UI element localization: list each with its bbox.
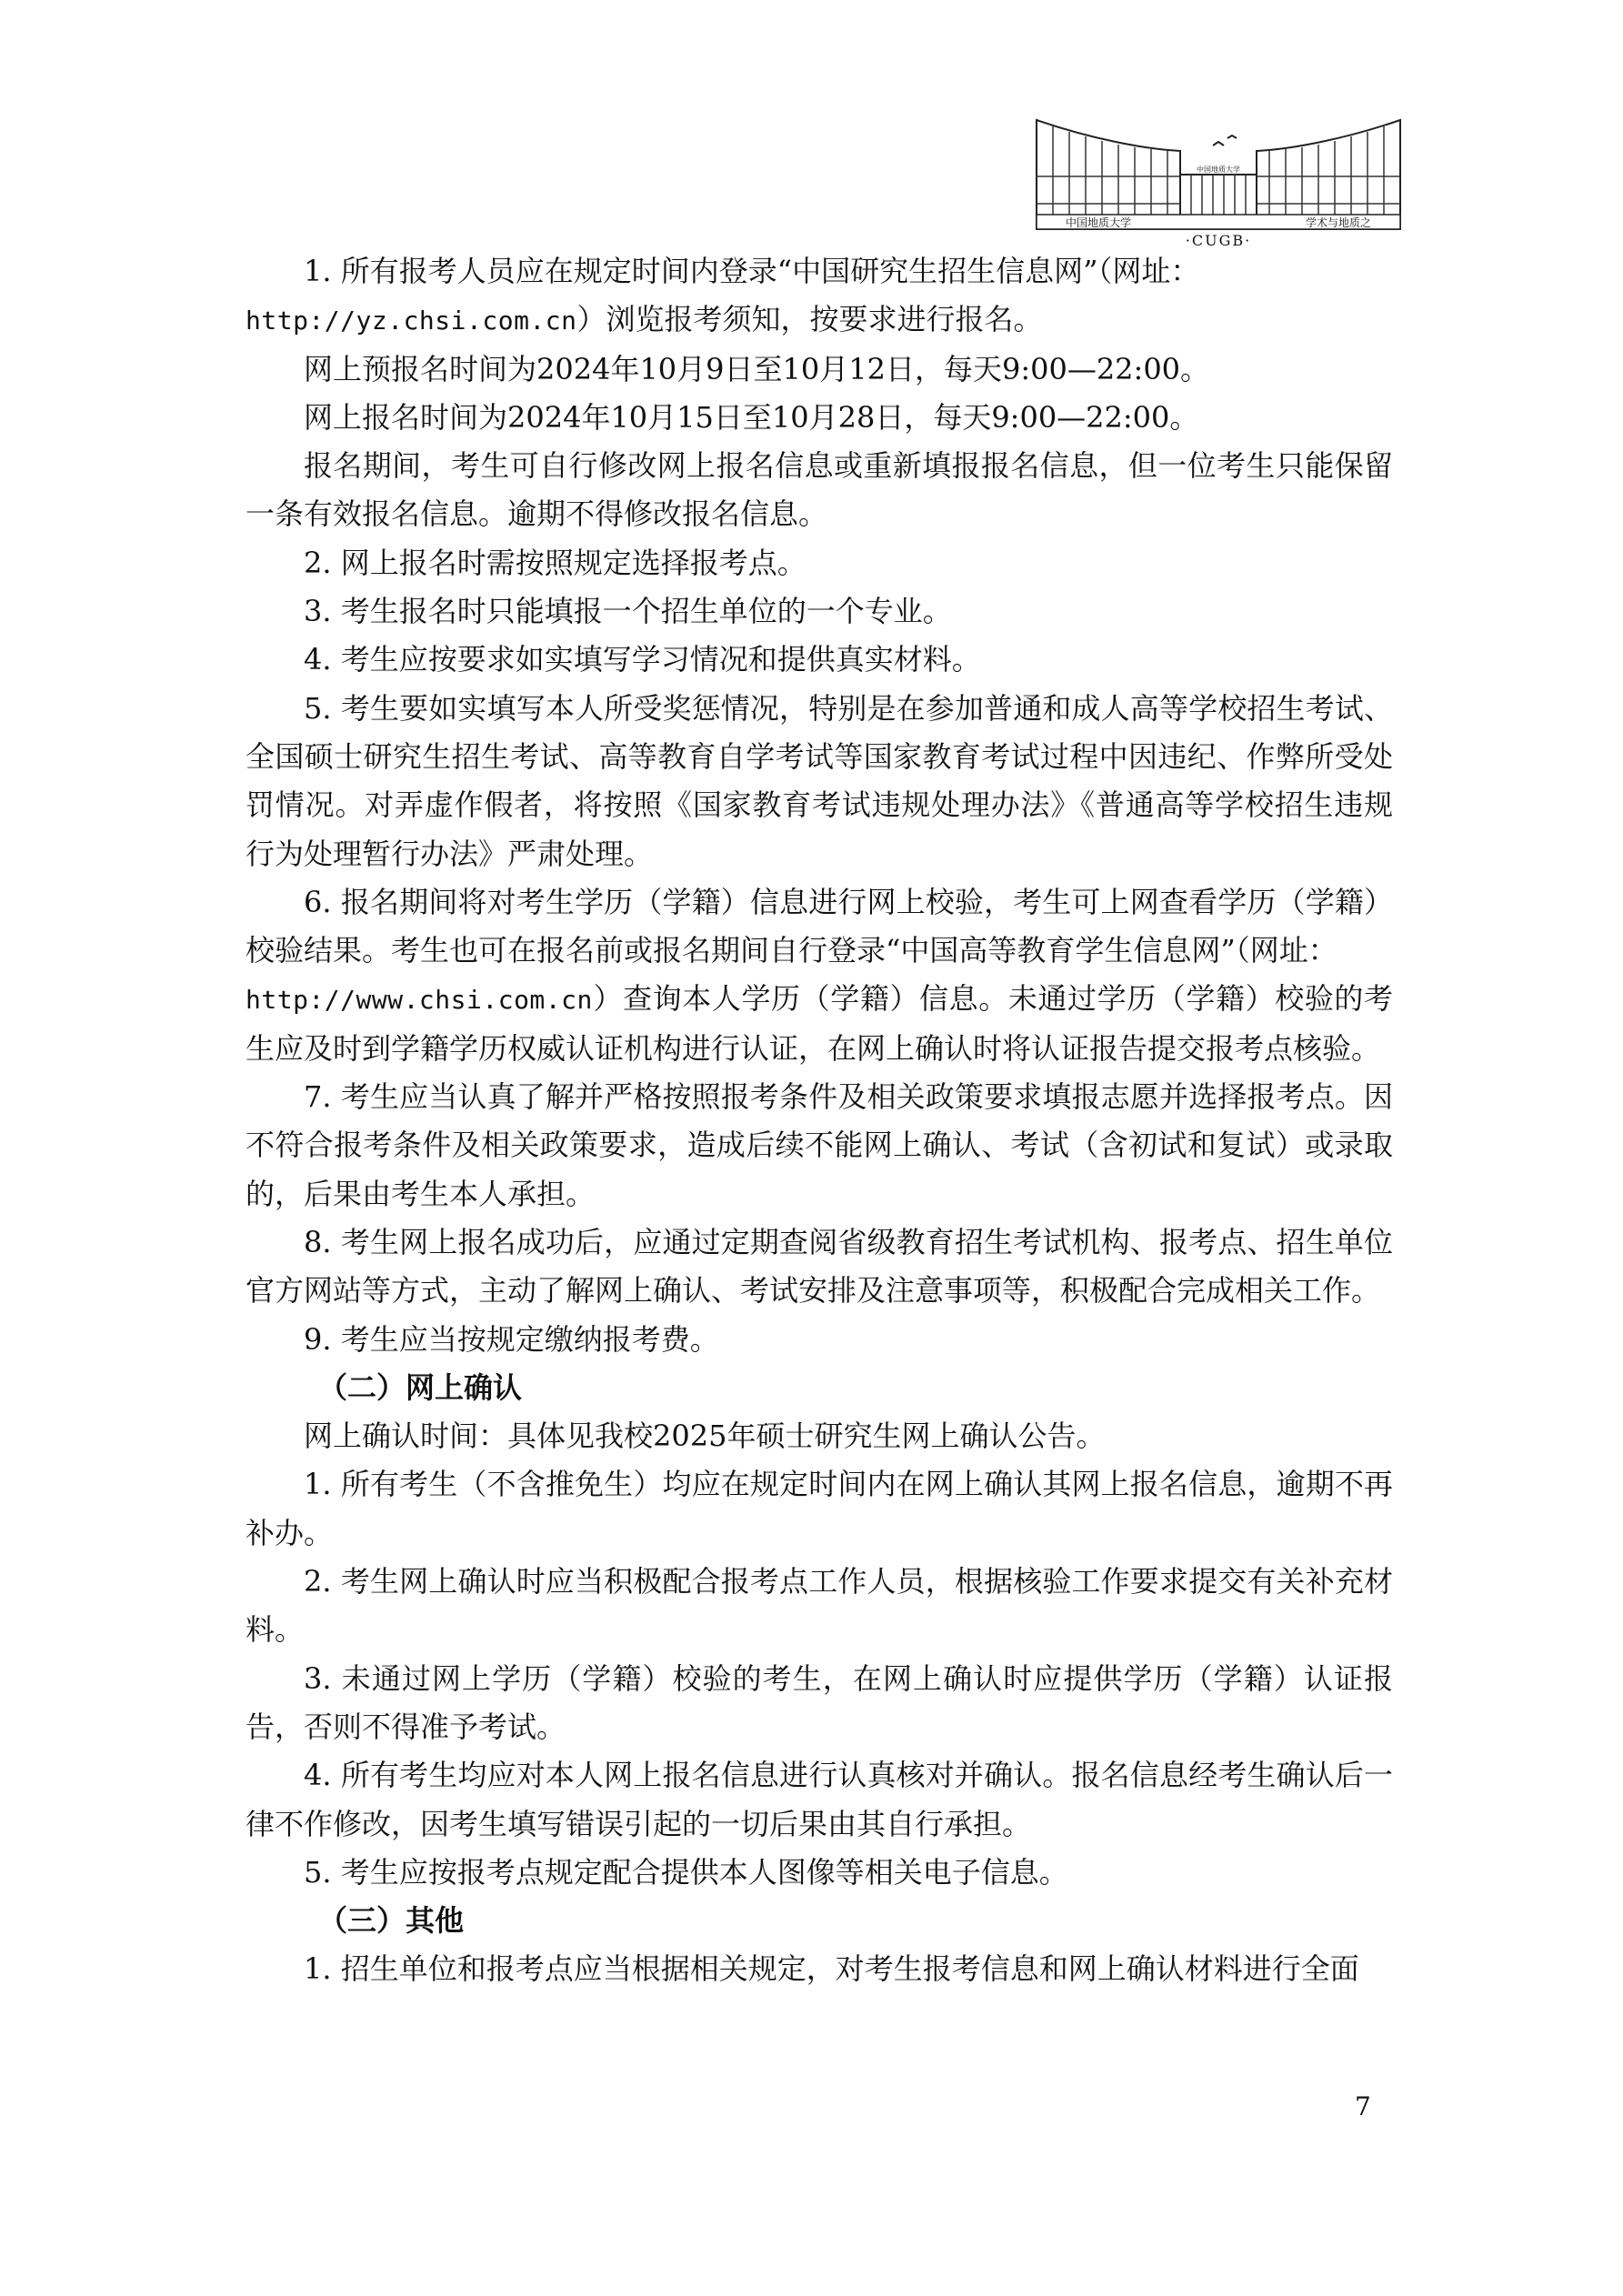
- section-online-confirmation-heading: （二）网上确认: [318, 1369, 523, 1405]
- confirmation-item-4: 4. 所有考生均应对本人网上报名信息进行认真核对并确认。报名信息经考生确认后一律不作修改，因考生填写错误引起的一切后果由其自行承担。: [245, 1758, 1393, 1841]
- confirmation-item-2: 2. 考生网上确认时应当积极配合报考点工作人员，根据核验工作要求提交有关补充材料。: [245, 1564, 1393, 1648]
- item-7-paragraph: 7. 考生应当认真了解并严格按照报考条件及相关政策要求填报志愿并选择报考点。因不符合报考条件及相关政策要求，造成后续不能网上确认、考试（含初试和复试）或录取的，后果由考生本人承担。: [245, 1079, 1393, 1211]
- item-6-paragraph: [245, 878, 1393, 1073]
- logo-caption: ·CUGB·: [1185, 232, 1252, 249]
- confirmation-item-3: 3. 未通过网上学历（学籍）校验的考生，在网上确认时应提供学历（学籍）认证报告，否则不得准予考试。: [245, 1660, 1393, 1744]
- building-illustration-icon: [1035, 113, 1402, 249]
- document-body: [245, 247, 1393, 1994]
- logo-right-text: 学术与地质之: [1305, 216, 1372, 229]
- item-1-rest: ）浏览报考须知，按要求进行报名。: [576, 302, 1043, 337]
- other-item-1: 1. 招生单位和报考点应当根据相关规定，对考生报考信息和网上确认材料进行全面: [304, 1951, 1359, 1987]
- item-4-paragraph: 4. 考生应按要求如实填写学习情况和提供真实材料。: [304, 642, 981, 677]
- item-5-paragraph: 5. 考生要如实填写本人所受奖惩情况，特别是在参加普通和成人高等学校招生考试、全国硕士研究生招生考试、高等教育自学考试等国家教育考试过程中因违纪、作弊所受处罚情况。对弄虚作假者，将按照《国家教育考试违规处理办法》《普通高等学校招生违规行为处理暂行办法》严肃处理。: [245, 690, 1393, 871]
- item-3-paragraph: 3. 考生报名时只能填报一个招生单位的一个专业。: [304, 594, 952, 629]
- item-9-paragraph: 9. 考生应当按规定缴纳报考费。: [304, 1321, 719, 1357]
- item-1-text: 1. 所有报考人员应在规定时间内登录“中国研究生招生信息网”（网址：: [304, 254, 1200, 288]
- page-number: 7: [1355, 2091, 1371, 2121]
- university-logo: [1035, 113, 1402, 249]
- item-1-paragraph: [245, 247, 1393, 346]
- item-6-text: 6. 报名期间将对考生学历（学籍）信息进行网上校验，考生可上网查看学历（学籍）校验结果。考生也可在报名前或报名期间自行登录“中国高等教育学生信息网”（网址：: [245, 884, 1393, 968]
- logo-left-text: 中国地质大学: [1065, 216, 1132, 229]
- section-other-heading: （三）其他: [318, 1903, 465, 1939]
- item-2-paragraph: 2. 网上报名时需按照规定选择报考点。: [304, 545, 806, 580]
- registration-paragraph: 网上报名时间为2024年10月15日至10月28日，每天9:00—22:00。: [304, 399, 1199, 435]
- pre-registration-paragraph: 网上预报名时间为2024年10月9日至10月12日，每天9:00—22:00。: [304, 351, 1210, 386]
- chsi-yz-link[interactable]: http://yz.chsi.com.cn: [245, 306, 577, 336]
- chsi-www-link[interactable]: http://www.chsi.com.cn: [245, 985, 593, 1016]
- modify-note-paragraph: 报名期间，考生可自行修改网上报名信息或重新填报报名信息，但一位考生只能保留一条有效报名信息。逾期不得修改报名信息。: [245, 448, 1393, 532]
- item-6-rest: ）查询本人学历（学籍）信息。未通过学历（学籍）校验的考生应及时到学籍学历权威认证机构进行认证，在网上确认时将认证报告提交报考点核验。: [245, 981, 1393, 1066]
- confirmation-item-1: 1. 所有考生（不含推免生）均应在规定时间内在网上确认其网上报名信息，逾期不再补办。: [245, 1467, 1393, 1550]
- confirmation-item-5: 5. 考生应按报考点规定配合提供本人图像等相关电子信息。: [304, 1854, 1068, 1890]
- item-8-paragraph: 8. 考生网上报名成功后，应通过定期查阅省级教育招生考试机构、报考点、招生单位官方网站等方式，主动了解网上确认、考试安排及注意事项等，积极配合完成相关工作。: [245, 1224, 1393, 1308]
- logo-center-text: 中国地质大学: [1197, 165, 1240, 174]
- confirmation-time-paragraph: 网上确认时间：具体见我校2025年硕士研究生网上确认公告。: [304, 1419, 1106, 1454]
